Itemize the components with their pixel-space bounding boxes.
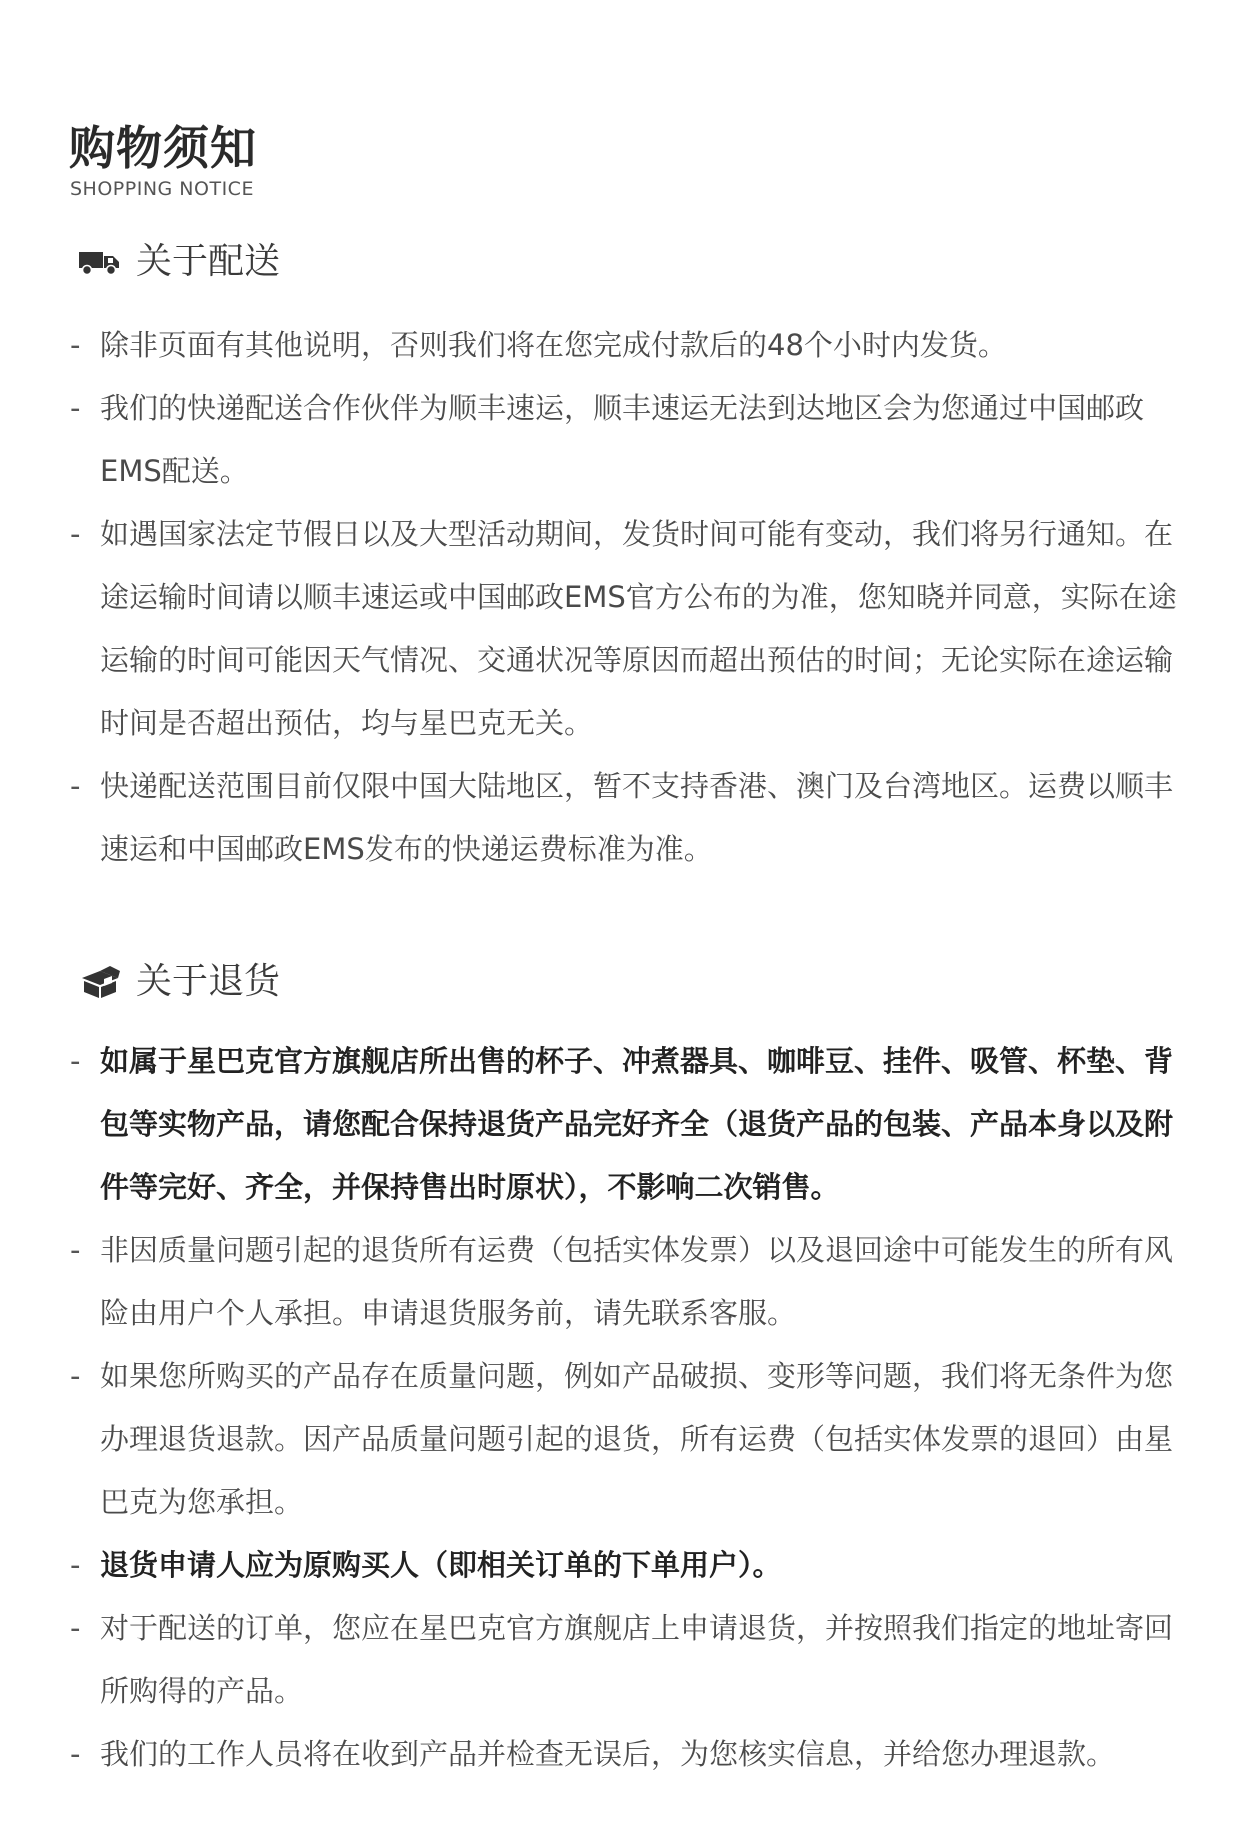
- delivery-item-text: 快递配送范围目前仅限中国大陆地区，暂不支持香港、澳门及台湾地区。运费以顺丰速运和中国邮政EMS发布的快递运费标准为准。: [100, 769, 1174, 866]
- returns-item: [70, 1345, 1180, 1534]
- truck-icon: [78, 245, 122, 279]
- bullet-dash: -: [70, 1737, 81, 1771]
- page-title: 购物须知: [69, 121, 257, 175]
- returns-item-text: 退货申请人应为原购买人（即相关订单的下单用户）。: [100, 1548, 782, 1582]
- returns-list: [70, 1030, 1180, 1786]
- page-subtitle: SHOPPING NOTICE: [70, 178, 254, 200]
- returns-heading: 关于退货: [136, 961, 281, 1002]
- returns-item-text: 如属于星巴克官方旗舰店所出售的杯子、冲煮器具、咖啡豆、挂件、吸管、杯垫、背包等实物产品，请您配合保持退货产品完好齐全（退货产品的包装、产品本身以及附件等完好、齐全，并保持售出时原状），不影响二次销售。: [100, 1044, 1174, 1204]
- returns-item: [70, 1030, 1180, 1219]
- delivery-item-text: 除非页面有其他说明，否则我们将在您完成付款后的48个小时内发货。: [100, 328, 1007, 362]
- returns-item: [70, 1723, 1180, 1786]
- bullet-dash: -: [70, 1044, 81, 1078]
- bullet-dash: -: [70, 1233, 81, 1267]
- returns-item: [70, 1534, 1180, 1597]
- returns-item-text: 对于配送的订单，您应在星巴克官方旗舰店上申请退货，并按照我们指定的地址寄回所购得的产品。: [100, 1611, 1174, 1708]
- bullet-dash: -: [70, 328, 81, 362]
- delivery-section-header: [78, 238, 280, 286]
- delivery-list: [70, 314, 1180, 881]
- delivery-item: [70, 755, 1180, 881]
- delivery-item-text: 我们的快递配送合作伙伴为顺丰速运，顺丰速运无法到达地区会为您通过中国邮政EMS配送。: [100, 391, 1145, 488]
- bullet-dash: -: [70, 517, 81, 551]
- bullet-dash: -: [70, 1611, 81, 1645]
- returns-section-header: [78, 958, 280, 1006]
- bullet-dash: -: [70, 1548, 81, 1582]
- returns-item-text: 我们的工作人员将在收到产品并检查无误后，为您核实信息，并给您办理退款。: [100, 1737, 1116, 1771]
- returns-item: [70, 1597, 1180, 1723]
- returns-item: [70, 1219, 1180, 1345]
- delivery-item-text: 如遇国家法定节假日以及大型活动期间，发货时间可能有变动，我们将另行通知。在途运输时间请以顺丰速运或中国邮政EMS官方公布的为准，您知晓并同意，实际在途运输的时间可能因天气情况、交通状况等原因而超出预估的时间；无论实际在途运输时间是否超出预估，均与星巴克无关。: [100, 517, 1177, 740]
- delivery-item: [70, 503, 1180, 755]
- bullet-dash: -: [70, 1359, 81, 1393]
- delivery-item: [70, 377, 1180, 503]
- bullet-dash: -: [70, 391, 81, 425]
- bullet-dash: -: [70, 769, 81, 803]
- returns-item-text: 非因质量问题引起的退货所有运费（包括实体发票）以及退回途中可能发生的所有风险由用户个人承担。申请退货服务前，请先联系客服。: [100, 1233, 1174, 1330]
- returns-item-text: 如果您所购买的产品存在质量问题，例如产品破损、变形等问题，我们将无条件为您办理退货退款。因产品质量问题引起的退货，所有运费（包括实体发票的退回）由星巴克为您承担。: [100, 1359, 1174, 1519]
- open-box-icon: [78, 965, 122, 999]
- delivery-item: [70, 314, 1180, 377]
- delivery-heading: 关于配送: [136, 241, 281, 282]
